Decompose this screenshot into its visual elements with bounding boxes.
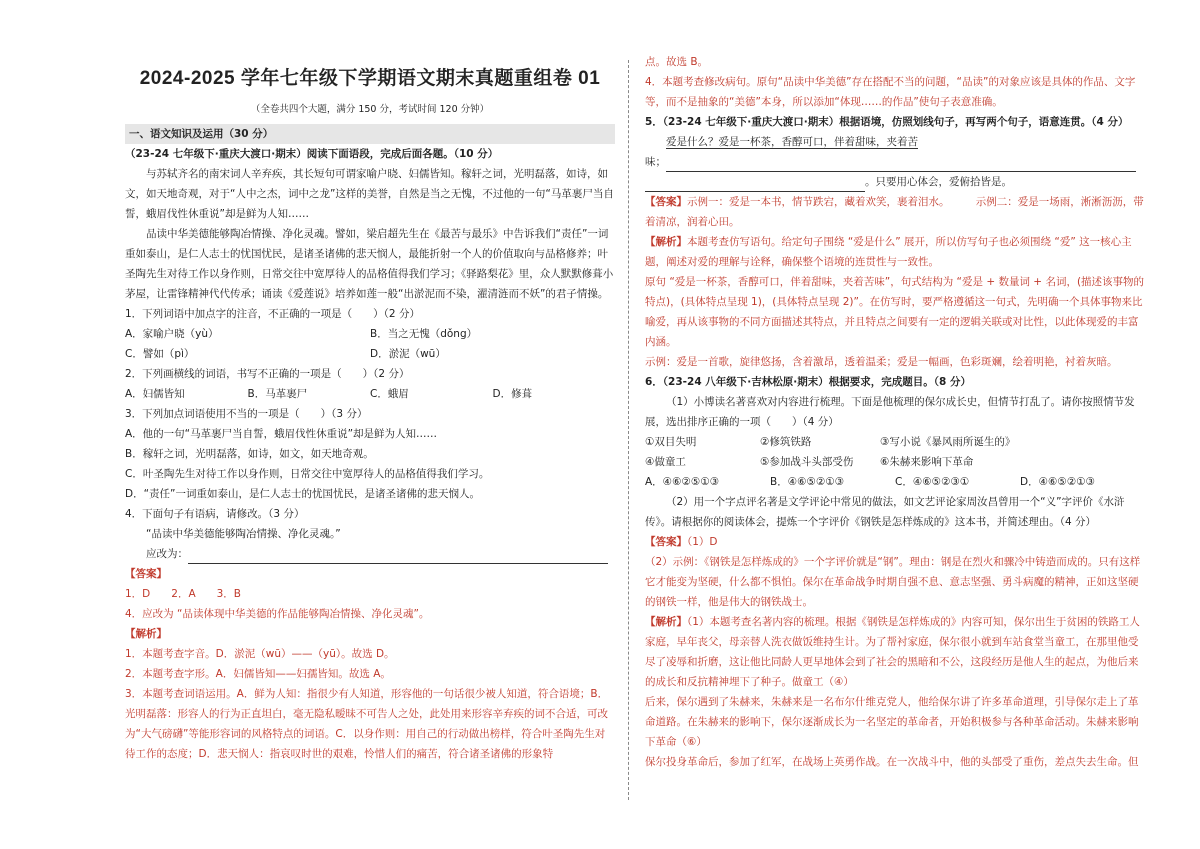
question-1: 1．下列词语中加点字的注音，不正确的一项是（ ）（2 分） bbox=[125, 308, 420, 320]
q5-blank-line bbox=[645, 172, 1145, 192]
analysis-text: 1．本题考查字音。D．淤泥（wū）——（yū）。故选 D。 bbox=[125, 648, 395, 660]
underlined-sentence: 爱是什么？爱是一杯茶，香醇可口，伴着甜味，夹着苦 bbox=[666, 136, 918, 148]
analysis-text: 本题考查仿写语句。给定句子围绕 “爱是什么” 展开，所以仿写句子也必须围绕 “爱” 这一核心主题，阐述对爱的理解与诠释，确保整个语境的连贯性与一致性。 bbox=[645, 236, 1132, 268]
item: ③写小说《暴风雨所诞生的》 bbox=[880, 436, 1016, 448]
answer-text: 4．应改为 “品读体现中华美德的作品能够陶冶情操、净化灵魂”。 bbox=[125, 608, 430, 620]
option: B．当之无愧（dǒng） bbox=[370, 328, 478, 340]
option: B．④⑥⑤②①③ bbox=[770, 476, 845, 488]
q6-analysis bbox=[645, 612, 1145, 692]
analysis-label: 【解析】 bbox=[645, 616, 687, 628]
q6-options-row bbox=[645, 472, 1145, 492]
q6-items-row bbox=[645, 452, 1145, 472]
q4-answer-line bbox=[125, 544, 615, 564]
option: B．马革裹尸 bbox=[247, 388, 308, 400]
analysis-text: 保尔投身革命后，参加了红军，在战场上英勇作战。在一次战斗中，他的头部受了重伤，差点失去生命。但 bbox=[645, 756, 1139, 768]
item: ④做童工 bbox=[645, 456, 686, 468]
analysis-text: （1）本题考查名著内容的梳理。根据《钢铁是怎样炼成的》内容可知，保尔出生于贫困的铁路工人家庭，早年丧父，母亲替人洗衣做饭维持生计。为了帮衬家庭，保尔很小就到车站食堂当童工，在那里他受尽了凌辱和折磨，这让他比同龄人更早地体会到了社会的黑暗和不公，这段经历是他人生的起点，为他后来的成长和反抗精神埋下了种子。做童工（④） bbox=[645, 616, 1140, 688]
analysis-text: 2．本题考查字形。A．妇儒皆知——妇孺皆知。故选 A。 bbox=[125, 668, 391, 680]
q5-prompt-line bbox=[645, 132, 1145, 152]
q1-options-row bbox=[125, 344, 615, 364]
q5-analysis bbox=[645, 232, 1145, 272]
q1-options-row bbox=[125, 324, 615, 344]
question-6: 6．（23-24 八年级下·吉林松原·期末）根据要求，完成题目。（8 分） bbox=[645, 376, 971, 388]
column-divider bbox=[628, 60, 630, 800]
answer-label: 【答案】 bbox=[645, 196, 687, 208]
option: A．妇儒皆知 bbox=[125, 388, 185, 400]
left-column bbox=[125, 0, 615, 764]
question-2: 2．下列画横线的词语，书写不正确的一项是（ ）（2 分） bbox=[125, 368, 410, 380]
item: ②修筑铁路 bbox=[760, 436, 812, 448]
analysis-text: 示例：爱是一首歌，旋律悠扬，含着激昂，透着温柔；爱是一幅画，色彩斑斓，绘着明艳，衬着灰暗。 bbox=[645, 356, 1118, 368]
question-4: 4．下面句子有语病，请修改。（3 分） bbox=[125, 508, 305, 520]
q6-sub2: （2）用一个字点评名著是文学评论中常见的做法，如文艺评论家周汝昌曾用一个“义”字评价《水浒传》。请根据你的阅读体会，提炼一个字评价《钢铁是怎样炼成的》这本书，并简述理由。（4 分） bbox=[645, 496, 1125, 528]
option: C．叶圣陶先生对待工作以身作则，日常交往中宽厚待人的品格值得我们学习。 bbox=[125, 468, 490, 480]
answer-blank bbox=[188, 549, 608, 564]
answer-text: 1．D 2．A 3．B bbox=[125, 588, 242, 600]
answer-text: 示例一：爱是一本书，情节跌宕，藏着欢笑，裹着泪水。 示例二：爱是一场雨，淅淅沥沥，带着清凉，润着心田。 bbox=[645, 196, 1144, 228]
option: D．淤泥（wū） bbox=[370, 348, 446, 360]
answer-text: （2）示例：《钢铁是怎样炼成的》一个字评价就是“钢”。理由：钢是在烈火和骤冷中铸造而成的。只有这样它才能变为坚硬，什么都不惧怕。保尔在革命战争时期自强不息、意志坚强、勇斗病魔的精神，正如这坚硬的钢铁一样，他是伟大的钢铁战士。 bbox=[645, 556, 1141, 608]
option: D．“责任”一词重如泰山，是仁人志士的忧国忧民，是诸圣诸佛的悲天悯人。 bbox=[125, 488, 480, 500]
q6-items-row bbox=[645, 432, 1145, 452]
q5-answer bbox=[645, 192, 1145, 232]
answer-blank bbox=[645, 177, 865, 192]
passage-paragraph: 与苏轼齐名的南宋词人辛弃疾，其长短句可谓家喻户晓、妇儒皆知。稼轩之词，光明磊落，如诗，如文，如天地奇观，对于“人中之杰，词中之龙”这样的美誉，自然是当之无愧，不过他的一句“马革裹尸当自誓，蛾眉伐性休重说”却是鲜为人知…… bbox=[125, 168, 614, 220]
answer-label: 【答案】 bbox=[125, 568, 167, 580]
q2-options-row bbox=[125, 384, 615, 404]
item: ⑥朱赫来影响下革命 bbox=[880, 456, 974, 468]
question-5: 5．（23-24 七年级下·重庆大渡口·期末）根据语境，仿照划线句子，再写两个句子，语意连贯。（4 分） bbox=[645, 116, 1129, 128]
answer-text: （1）D bbox=[687, 536, 718, 548]
passage-paragraph: 品读中华美德能够陶冶情操、净化灵魂。譬如，梁启超先生在《最苦与最乐》中告诉我们“责任”一词重如泰山，是仁人志士的忧国忧民，是诸圣诸佛的悲天悯人，最能折射一个人的价值取向与品格修养；叶圣陶先生对待工作以身作则，日常交往中宽厚待人的品格值得我们学习；《驿路梨花》里，众人默默修葺小茅屋，让雷锋精神代代传承；诵读《爱莲说》培养如莲一般“出淤泥而不染，濯清涟而不妖”的君子情操。 bbox=[125, 228, 614, 300]
question-3: 3．下列加点词语使用不当的一项是（ ）（3 分） bbox=[125, 408, 368, 420]
analysis-label: 【解析】 bbox=[645, 236, 687, 248]
section-heading: 一、语文知识及运用（30 分） bbox=[125, 124, 615, 144]
option: A．④⑥②⑤①③ bbox=[645, 476, 720, 488]
analysis-text: 4．本题考查修改病句。原句“品读中华美德”存在搭配不当的问题，“品读”的对象应该是具体的作品、文字等，而不是抽象的“美德”本身，所以添加“体现……的作品”使句子表意准确。 bbox=[645, 76, 1136, 108]
item: ①双目失明 bbox=[645, 436, 697, 448]
q4-sentence: “品读中华美德能够陶冶情操、净化灵魂。” bbox=[146, 528, 341, 540]
option: A．家喻户晓（yù） bbox=[125, 328, 219, 340]
item: ⑤参加战斗头部受伤 bbox=[760, 456, 854, 468]
option: C．④⑥⑤②③① bbox=[895, 476, 970, 488]
fill-label: 应改为： bbox=[146, 548, 188, 560]
answer-blank bbox=[666, 157, 1136, 172]
q6-answer bbox=[645, 532, 1145, 552]
q6-sub1: （1）小博读名著喜欢对内容进行梳理。下面是他梳理的保尔成长史，但情节打乱了。请你按照情节发展，选出排序正确的一项（ ）（4 分） bbox=[645, 396, 1135, 428]
prefix-text: 味； bbox=[645, 156, 666, 168]
option: C．蛾眉 bbox=[370, 388, 409, 400]
analysis-label: 【解析】 bbox=[125, 628, 167, 640]
answer-label: 【答案】 bbox=[645, 536, 687, 548]
option: A．他的一句“马革裹尸当自誓，蛾眉伐性休重说”却是鲜为人知…… bbox=[125, 428, 438, 440]
analysis-text: 原句 “爱是一杯茶，香醇可口，伴着甜味，夹着苦味”，句式结构为 “爱是 + 数量词 + 名词，(描述该事物的特点)，(具体特点呈现 1)，(具体特点呈现 2)”。在仿写时，要严格遵循这一句式，先明确一个具体事物来比喻爱，再从该事物的不同方面描述其特点，并且特点之间要有一定的逻辑关联或对比性，以此体现爱的丰富内涵。 bbox=[645, 276, 1145, 348]
option: B．稼轩之词，光明磊落，如诗，如文，如天地奇观。 bbox=[125, 448, 374, 460]
analysis-text: 点。故选 B。 bbox=[645, 56, 709, 68]
analysis-text: 后来，保尔遇到了朱赫来，朱赫来是一名布尔什维克党人，他给保尔讲了许多革命道理，引导保尔走上了革命道路。在朱赫来的影响下，保尔逐渐成长为一名坚定的革命者，开始积极参与各种革命活动。朱赫来影响下革命（⑥） bbox=[645, 696, 1139, 748]
analysis-text: 3．本题考查词语运用。A．鲜为人知：指很少有人知道，形容他的一句话很少被人知道，符合语境；B．光明磊落：形容人的行为正直坦白，毫无隐私暧昧不可告人之处，此处用来形容辛弃疾的词不合适，可改为“大气磅礴”等能形容词的风格特点的词语。C．以身作则：用自己的行动做出榜样，符合叶圣陶先生对待工作的态度；D．悲天悯人：指哀叹时世的艰难，怜惜人们的痛苦，符合诸圣诸佛的形象特 bbox=[125, 688, 609, 760]
right-column bbox=[645, 52, 1145, 772]
suffix-text: 。只要用心体会，爱俯拾皆是。 bbox=[865, 176, 1012, 188]
q5-blank-line bbox=[645, 152, 1145, 172]
option: D．④⑥⑤②①③ bbox=[1020, 476, 1096, 488]
option: C．譬如（pì） bbox=[125, 348, 195, 360]
exam-info: （全卷共四个大题，满分 150 分，考试时间 120 分钟） bbox=[250, 104, 490, 115]
passage-source: （23-24 七年级下·重庆大渡口·期末）阅读下面语段，完成后面各题。（10 分） bbox=[125, 148, 499, 160]
option: D．修葺 bbox=[492, 388, 533, 400]
page-title: 2024-2025 学年七年级下学期语文期末真题重组卷 01 bbox=[139, 68, 601, 89]
